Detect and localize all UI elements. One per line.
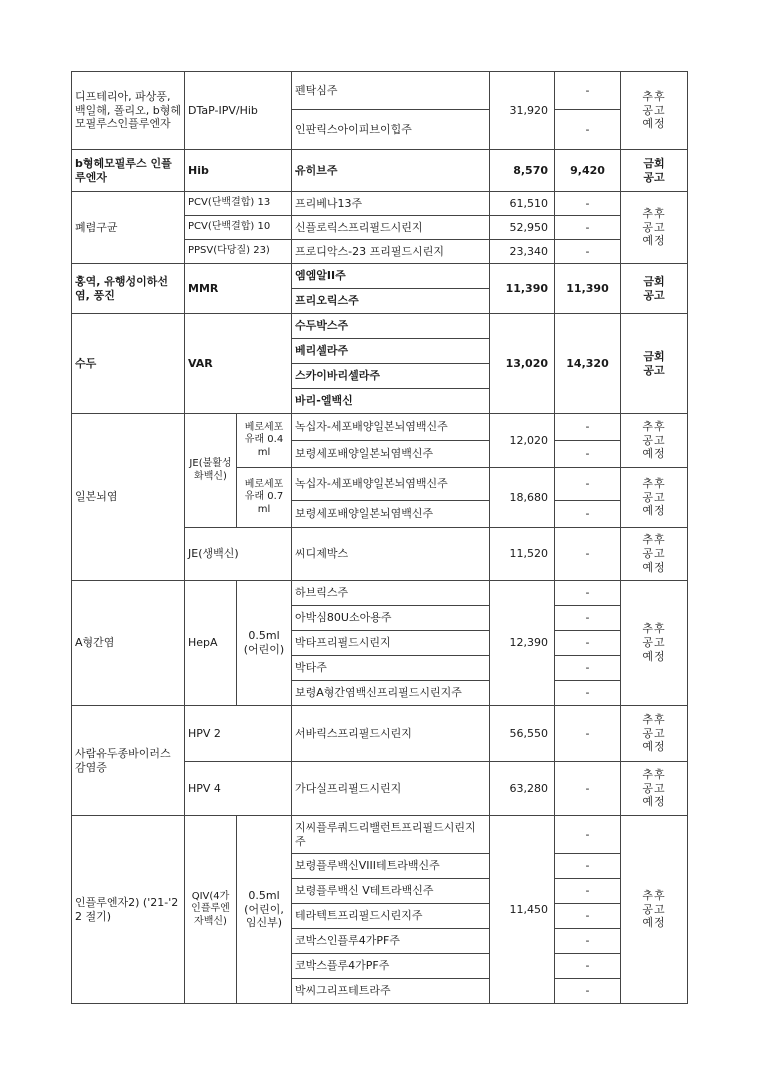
note-cell: 금회 공고 <box>621 314 688 414</box>
product-cell: 베리셀라주 <box>292 339 490 364</box>
note-cell: 추후 공고 예정 <box>621 581 688 706</box>
price-cell: 52,950 <box>490 216 555 240</box>
product-cell: 인판릭스아이피브이힙주 <box>292 110 490 150</box>
disease-cell: 홍역, 유행성이하선염, 풍진 <box>72 264 185 314</box>
price-b-cell: - <box>555 414 621 441</box>
product-cell: 스카이바리셀라주 <box>292 364 490 389</box>
price-b-cell: - <box>555 192 621 216</box>
product-cell: 씨디제박스 <box>292 528 490 581</box>
price-b-cell: - <box>555 681 621 706</box>
disease-cell: 폐렴구균 <box>72 192 185 264</box>
sub-type-cell: 0.5ml (어린이) <box>237 581 292 706</box>
price-cell: 56,550 <box>490 706 555 762</box>
product-cell: 박씨그리프테트라주 <box>292 979 490 1004</box>
note-cell: 추후 공고 예정 <box>621 192 688 264</box>
price-b-cell: - <box>555 110 621 150</box>
note-cell: 금회 공고 <box>621 150 688 192</box>
product-cell: 녹십자-세포배양일본뇌염백신주 <box>292 414 490 441</box>
price-cell: 12,390 <box>490 581 555 706</box>
vaccine-code-cell: Hib <box>185 150 292 192</box>
product-cell: 아박심80U소아용주 <box>292 606 490 631</box>
price-b-cell: 11,390 <box>555 264 621 314</box>
product-cell: 박타프리필드시린지 <box>292 631 490 656</box>
product-cell: 녹십자-세포배양일본뇌염백신주 <box>292 468 490 501</box>
product-cell: 서바릭스프리필드시린지 <box>292 706 490 762</box>
price-b-cell: - <box>555 468 621 501</box>
price-b-cell: - <box>555 72 621 110</box>
disease-cell: A형간염 <box>72 581 185 706</box>
product-cell: 보령세포배양일본뇌염백신주 <box>292 441 490 468</box>
price-b-cell: - <box>555 240 621 264</box>
price-cell: 8,570 <box>490 150 555 192</box>
price-cell: 12,020 <box>490 414 555 468</box>
disease-cell: 일본뇌염 <box>72 414 185 581</box>
price-cell: 18,680 <box>490 468 555 528</box>
note-cell: 추후 공고 예정 <box>621 468 688 528</box>
price-b-cell: - <box>555 879 621 904</box>
price-cell: 23,340 <box>490 240 555 264</box>
product-cell: 신플로릭스프리필드시린지 <box>292 216 490 240</box>
product-cell: 박타주 <box>292 656 490 681</box>
product-cell: 프로디악스-23 프리필드시린지 <box>292 240 490 264</box>
note-cell: 추후 공고 예정 <box>621 72 688 150</box>
vaccine-code-cell: VAR <box>185 314 292 414</box>
product-cell: 바리-엘백신 <box>292 389 490 414</box>
price-cell: 11,450 <box>490 816 555 1004</box>
vaccine-code-cell: PPSV(다당질) 23) <box>185 240 292 264</box>
product-cell: 보령A형간염백신프리필드시린지주 <box>292 681 490 706</box>
product-cell: 프리베나13주 <box>292 192 490 216</box>
vaccine-code-cell: HPV 2 <box>185 706 292 762</box>
product-cell: 하브릭스주 <box>292 581 490 606</box>
vaccine-code-cell: JE(생백신) <box>185 528 292 581</box>
note-cell: 추후 공고 예정 <box>621 816 688 1004</box>
disease-cell: 인플루엔자2) ('21-'22 절기) <box>72 816 185 1004</box>
price-cell: 11,520 <box>490 528 555 581</box>
price-b-cell: - <box>555 706 621 762</box>
disease-cell: 디프테리아, 파상풍, 백일해, 폴리오, b형헤모필루스인플루엔자 <box>72 72 185 150</box>
price-b-cell: 14,320 <box>555 314 621 414</box>
product-cell: 코박스플루4가PF주 <box>292 954 490 979</box>
price-b-cell: - <box>555 501 621 528</box>
price-cell: 63,280 <box>490 762 555 816</box>
note-cell: 추후 공고 예정 <box>621 414 688 468</box>
product-cell: 펜탁심주 <box>292 72 490 110</box>
price-b-cell: - <box>555 216 621 240</box>
price-b-cell: - <box>555 979 621 1004</box>
price-b-cell: - <box>555 656 621 681</box>
price-b-cell: - <box>555 854 621 879</box>
vaccine-code-cell: PCV(단백결합) 10 <box>185 216 292 240</box>
disease-cell: b형헤모필루스 인플루엔자 <box>72 150 185 192</box>
product-cell: 보령플루백신VIII테트라백신주 <box>292 854 490 879</box>
product-cell: 가다실프리필드시린지 <box>292 762 490 816</box>
price-b-cell: - <box>555 631 621 656</box>
vaccine-code-cell: PCV(단백결합) 13 <box>185 192 292 216</box>
price-b-cell: - <box>555 528 621 581</box>
product-cell: 지씨플루쿼드리밸런트프리필드시린지주 <box>292 816 490 854</box>
vaccine-code-cell: HepA <box>185 581 237 706</box>
price-b-cell: - <box>555 606 621 631</box>
price-cell: 11,390 <box>490 264 555 314</box>
product-cell: 코박스인플루4가PF주 <box>292 929 490 954</box>
product-cell: 프리오릭스주 <box>292 289 490 314</box>
vaccine-code-cell: QIV(4가 인플루엔자백신) <box>185 816 237 1004</box>
price-b-cell: - <box>555 441 621 468</box>
vaccine-price-table <box>71 71 688 1004</box>
product-cell: 유히브주 <box>292 150 490 192</box>
price-b-cell: - <box>555 929 621 954</box>
product-cell: 보령플루백신 V테트라백신주 <box>292 879 490 904</box>
sub-type-cell: 베로세포 유래 0.4ml <box>237 414 292 468</box>
price-cell: 61,510 <box>490 192 555 216</box>
sub-type-cell: 베로세포 유래 0.7ml <box>237 468 292 528</box>
note-cell: 금회 공고 <box>621 264 688 314</box>
price-b-cell: 9,420 <box>555 150 621 192</box>
product-cell: 엠엠알II주 <box>292 264 490 289</box>
vaccine-code-cell: MMR <box>185 264 292 314</box>
sub-type-cell: 0.5ml (어린이, 임신부) <box>237 816 292 1004</box>
price-b-cell: - <box>555 954 621 979</box>
note-cell: 추후 공고 예정 <box>621 528 688 581</box>
product-cell: 보령세포배양일본뇌염백신주 <box>292 501 490 528</box>
price-b-cell: - <box>555 904 621 929</box>
disease-cell: 사람유두종바이러스 감염증 <box>72 706 185 816</box>
price-b-cell: - <box>555 762 621 816</box>
product-cell: 테라텍트프리필드시린지주 <box>292 904 490 929</box>
price-b-cell: - <box>555 581 621 606</box>
price-cell: 31,920 <box>490 72 555 150</box>
price-b-cell: - <box>555 816 621 854</box>
note-cell: 추후 공고 예정 <box>621 762 688 816</box>
price-cell: 13,020 <box>490 314 555 414</box>
vaccine-code-cell: DTaP-IPV/Hib <box>185 72 292 150</box>
note-cell: 추후 공고 예정 <box>621 706 688 762</box>
vaccine-code-cell: HPV 4 <box>185 762 292 816</box>
product-cell: 수두박스주 <box>292 314 490 339</box>
disease-cell: 수두 <box>72 314 185 414</box>
vaccine-code-cell: JE(불활성화백신) <box>185 414 237 528</box>
